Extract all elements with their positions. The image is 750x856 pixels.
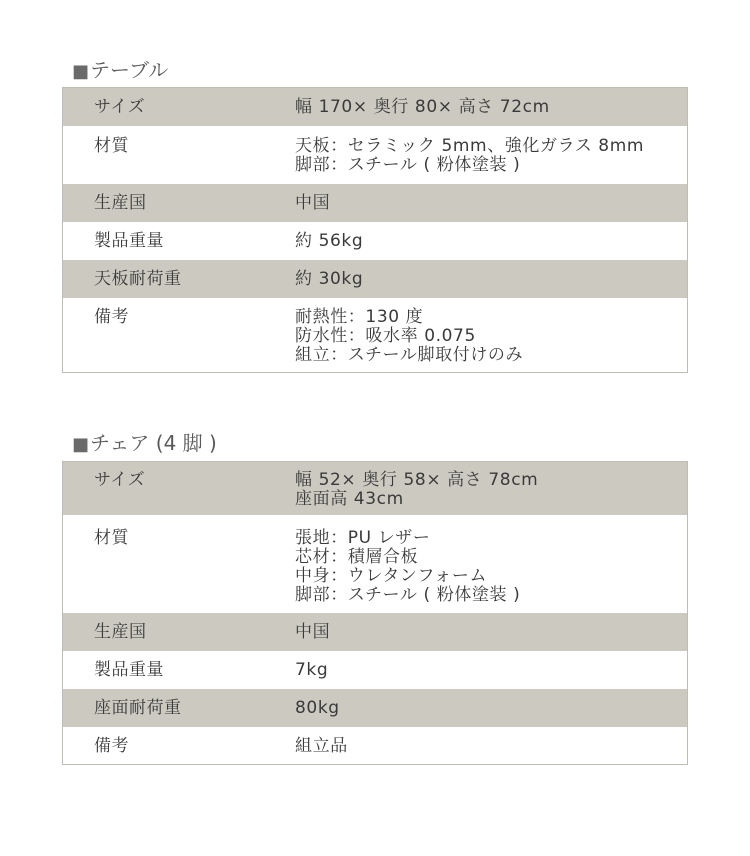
spec-row-load [63,260,687,298]
spec-value-line: 幅 170× 奥行 80× 高さ 72cm [295,97,550,117]
section-title-text: チェア (4 脚 ) [90,431,217,455]
spec-value-line: 脚部：スチール ( 粉体塗装 ) [295,155,521,175]
spec-value [263,699,687,727]
spec-value-line: 組立：スチール脚取付けのみ [295,345,524,365]
spec-label: 材質 [94,136,129,156]
spec-label: 備考 [94,307,129,327]
spec-value [263,737,687,764]
section-title-chair [72,431,217,457]
spec-label: 座面耐荷重 [94,698,182,718]
spec-value [263,623,687,651]
spec-value-line: 座面高 43cm [295,489,404,509]
spec-value-line: 80kg [295,698,340,718]
spec-value [263,308,687,372]
spec-label: 天板耐荷重 [94,269,182,289]
spec-row-notes [63,298,687,372]
spec-value-line: 耐熱性：130 度 [295,307,424,327]
spec-row-size [63,462,687,515]
spec-value-line: 中国 [295,193,331,213]
spec-row-load [63,689,687,727]
spec-value-line: 張地：PU レザー [295,528,431,548]
spec-row-weight [63,222,687,260]
spec-value-line: 天板：セラミック 5mm、強化ガラス 8mm [295,136,645,156]
chair-spec-table [62,461,688,765]
spec-row-notes [63,727,687,764]
spec-value-line: 防水性：吸水率 0.075 [295,326,476,346]
spec-value [263,529,687,613]
spec-value [263,270,687,298]
spec-value-line: 幅 52× 奥行 58× 高さ 78cm [295,470,539,490]
spec-value [263,137,687,184]
spec-label: サイズ [94,470,146,490]
spec-label: 生産国 [94,622,147,642]
square-bullet-icon: ■ [72,434,90,455]
spec-label: サイズ [94,97,146,117]
spec-label: 製品重量 [94,231,164,251]
spec-value-line: 中国 [295,622,331,642]
spec-value-line: 7kg [295,660,329,680]
spec-row-size [63,88,687,126]
spec-value-line: 脚部：スチール ( 粉体塗装 ) [295,585,521,605]
spec-row-origin [63,184,687,222]
section-title-table [72,58,168,84]
spec-value [263,471,687,515]
spec-value-line: 約 56kg [295,231,364,251]
spec-label: 生産国 [94,193,147,213]
spec-value [263,661,687,689]
spec-value-line: 約 30kg [295,269,364,289]
spec-label: 備考 [94,736,129,756]
spec-row-material [63,515,687,613]
spec-value [263,232,687,260]
square-bullet-icon: ■ [72,61,90,82]
spec-label: 材質 [94,528,129,548]
spec-value-line: 組立品 [295,736,348,756]
spec-value-line: 芯材：積層合板 [295,547,419,567]
spec-value-line: 中身：ウレタンフォーム [295,566,488,586]
spec-row-weight [63,651,687,689]
spec-value [263,194,687,222]
spec-label: 製品重量 [94,660,164,680]
table-spec-table [62,87,688,373]
section-title-text: テーブル [90,58,169,82]
spec-value [263,98,687,126]
spec-row-origin [63,613,687,651]
spec-row-material [63,126,687,184]
